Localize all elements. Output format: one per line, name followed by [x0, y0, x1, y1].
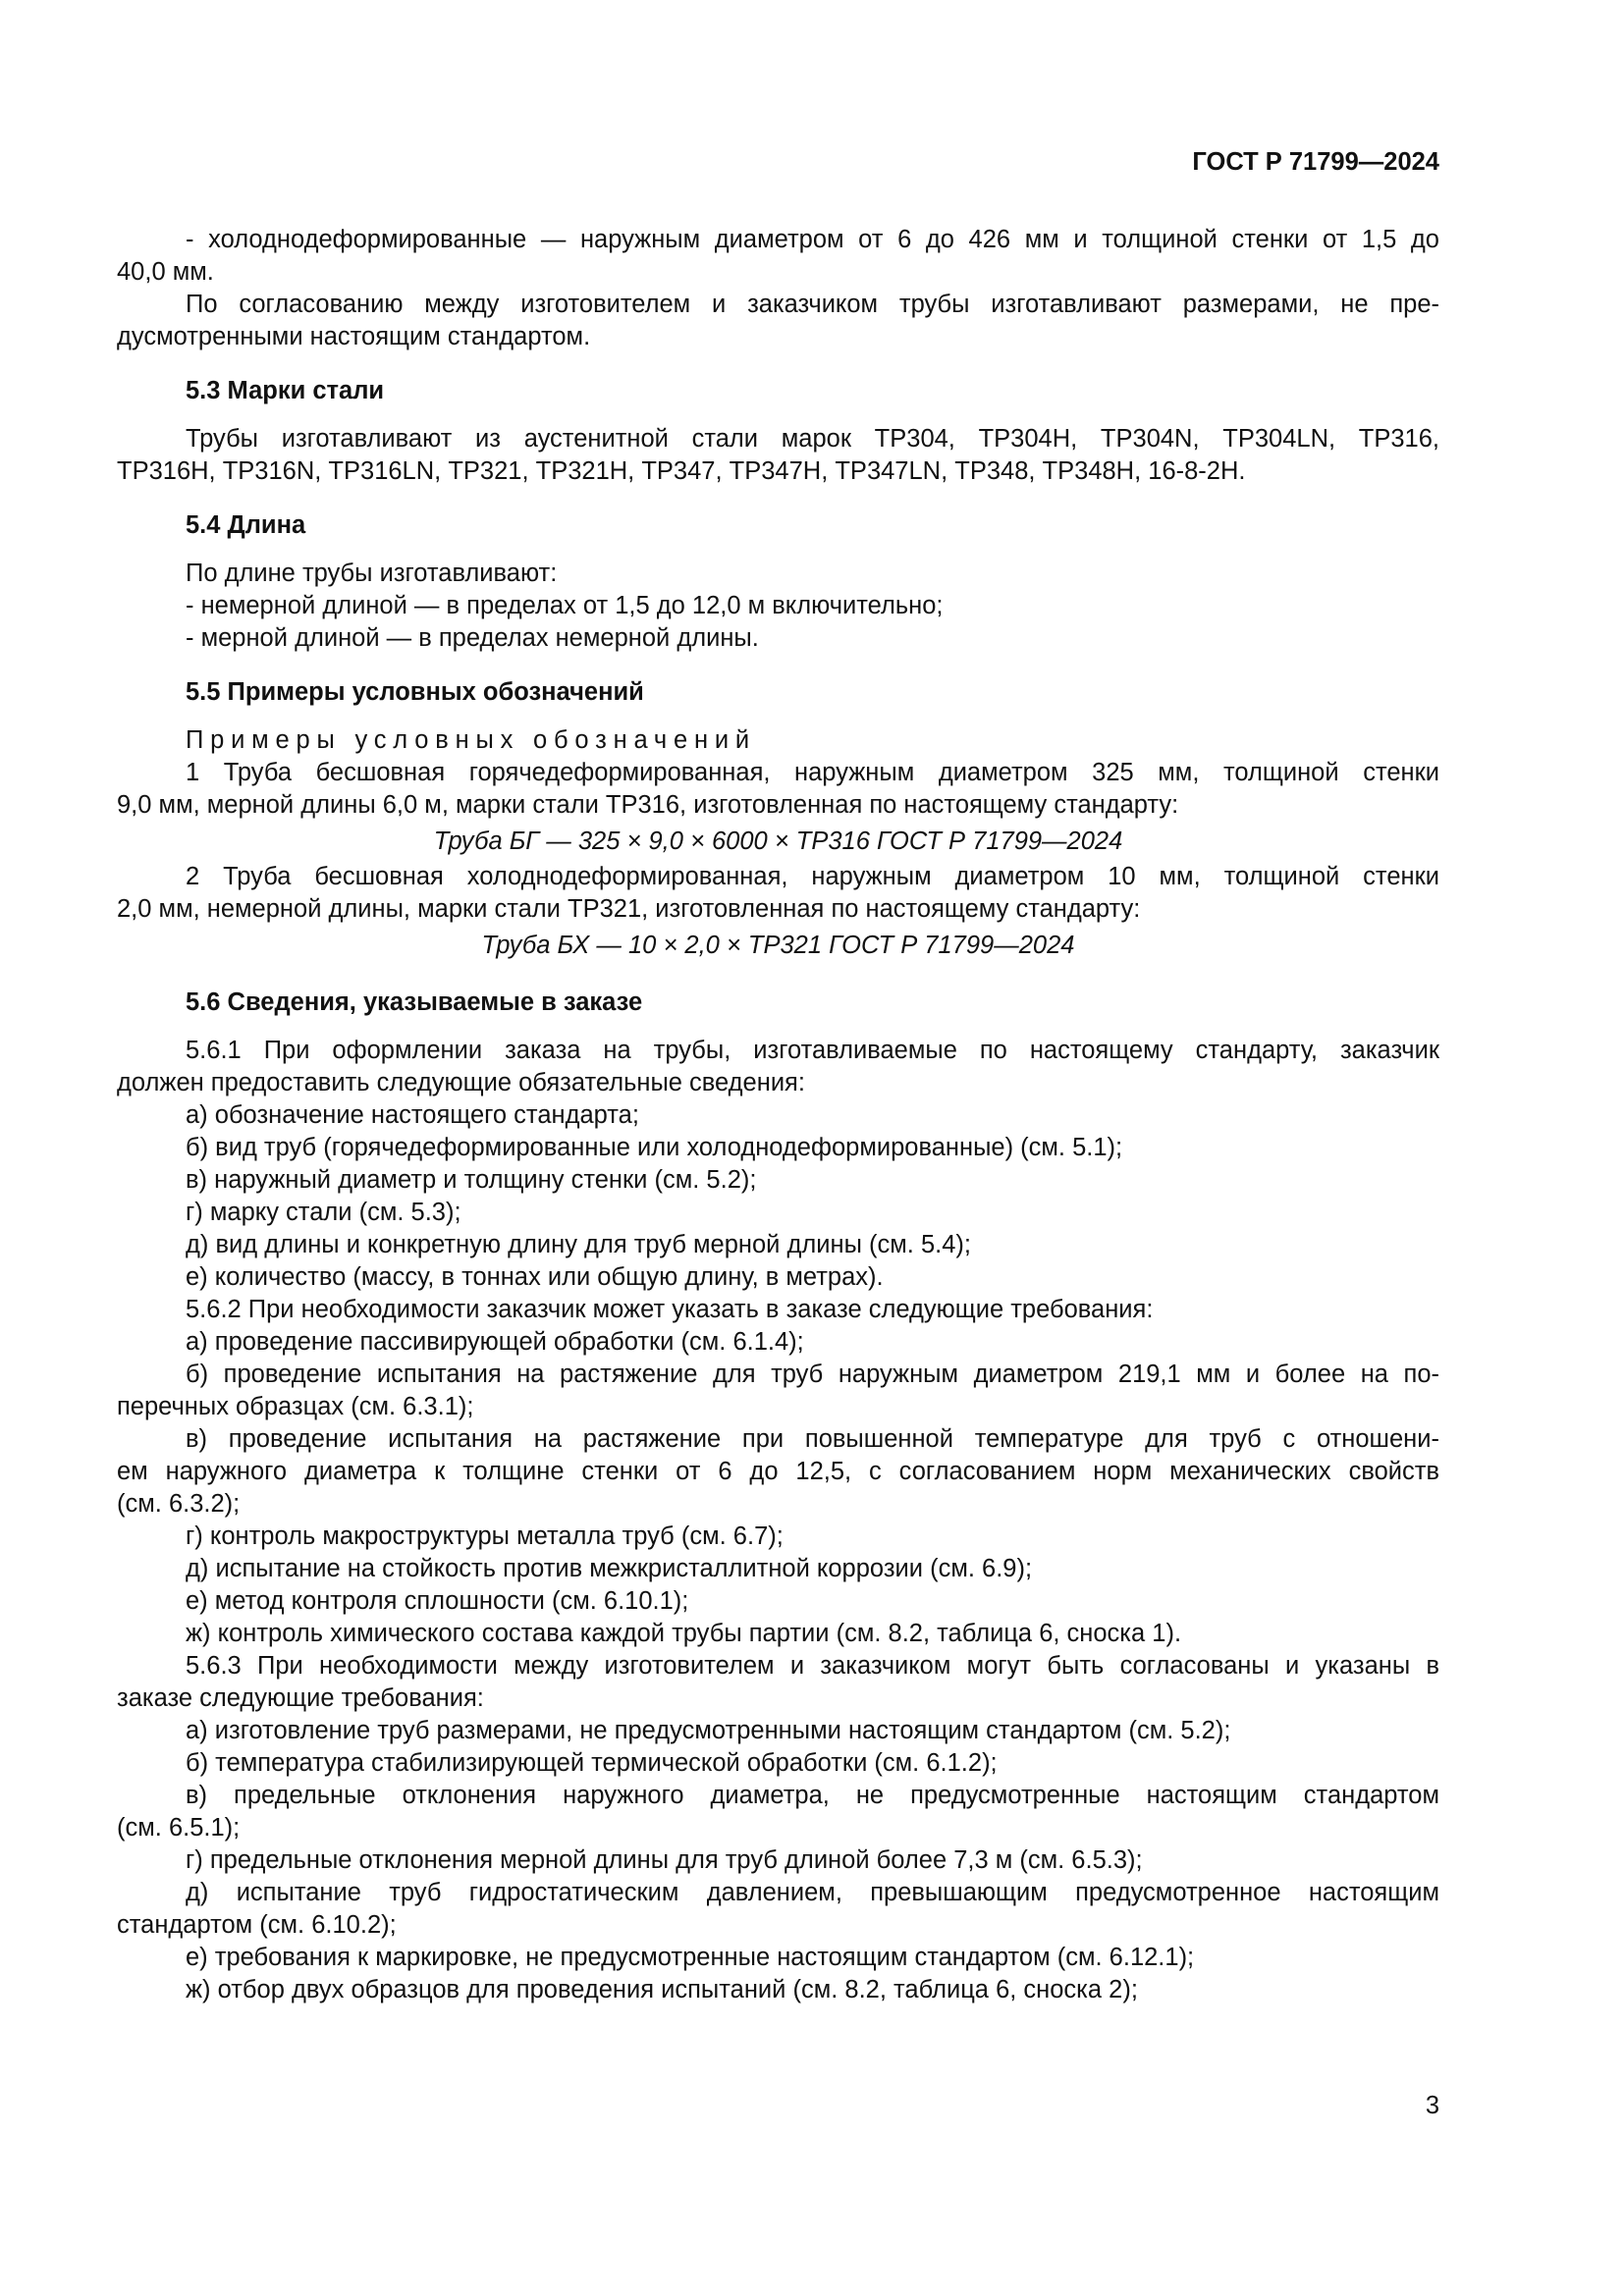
list-item: ж) отбор двух образцов для проведения испытаний (см. 8.2, таблица 6, сноска 2); [186, 1976, 1138, 2003]
document-page [117, 0, 1439, 2296]
text-line: - холоднодеформированные — наружным диаметром от 6 до 426 мм и толщиной стенки от 1,5 до [186, 226, 1439, 253]
text-line: По длине трубы изготавливают: [186, 560, 558, 587]
text-line: должен предоставить следующие обязательные сведения: [117, 1069, 805, 1096]
list-item: - немерной длиной — в пределах от 1,5 до 12,0 м включительно; [186, 592, 944, 619]
list-item: б) температура стабилизирующей термической обработки (см. 6.1.2); [186, 1749, 998, 1777]
list-item: а) проведение пассивирующей обработки (см. 6.1.4); [186, 1328, 804, 1356]
text-line: 2 Труба бесшовная холоднодеформированная, наружным диаметром 10 мм, толщиной стенки [186, 863, 1439, 890]
text-line: (см. 6.5.1); [117, 1814, 241, 1842]
list-item: в) проведение испытания на растяжение при повышенной температуре для труб с отношени- [186, 1425, 1439, 1453]
designation-formula: Труба БГ — 325 × 9,0 × 6000 × ТР316 ГОСТ Р 71799—2024 [433, 828, 1123, 855]
text-line: 40,0 мм. [117, 258, 214, 286]
text-line: 2,0 мм, немерной длины, марки стали ТР321, изготовленная по настоящему стандарту: [117, 895, 1141, 923]
list-item: б) вид труб (горячедеформированные или холоднодеформированные) (см. 5.1); [186, 1134, 1123, 1161]
list-item: в) наружный диаметр и толщину стенки (см. 5.2); [186, 1166, 757, 1194]
list-item: а) обозначение настоящего стандарта; [186, 1101, 639, 1129]
text-line: перечных образцах (см. 6.3.1); [117, 1393, 474, 1420]
list-item: г) предельные отклонения мерной длины для труб длиной более 7,3 м (см. 6.5.3); [186, 1846, 1143, 1874]
text-line: дусмотренными настоящим стандартом. [117, 323, 591, 350]
list-item: г) контроль макроструктуры металла труб (см. 6.7); [186, 1522, 784, 1550]
list-item: д) испытание труб гидростатическим давлением, превышающим предусмотренное настоящим [186, 1879, 1439, 1906]
list-item: ж) контроль химического состава каждой трубы партии (см. 8.2, таблица 6, сноска 1). [186, 1620, 1182, 1647]
text-line: (см. 6.3.2); [117, 1490, 241, 1518]
page-body [117, 224, 1439, 2006]
text-line: ТР316Н, ТР316N, ТР316LN, ТР321, ТР321Н, ТР347, ТР347Н, ТР347LN, ТР348, ТР348Н, 16-8-2Н. [117, 457, 1246, 485]
list-item: е) метод контроля сплошности (см. 6.10.1); [186, 1587, 689, 1615]
list-item: д) вид длины и конкретную длину для труб мерной длины (см. 5.4); [186, 1231, 971, 1258]
text-line: Трубы изготавливают из аустенитной стали марок ТР304, ТР304Н, ТР304N, ТР304LN, ТР316, [186, 425, 1439, 453]
text-line: По согласованию между изготовителем и заказчиком трубы изготавливают размерами, не пре- [186, 291, 1439, 318]
text-line: стандартом (см. 6.10.2); [117, 1911, 397, 1939]
text-line: заказе следующие требования: [117, 1684, 484, 1712]
section-heading-5-5: 5.5 Примеры условных обозначений [186, 678, 644, 706]
text-line: ем наружного диаметра к толщине стенки от 6 до 12,5, с согласованием норм механических свойств [117, 1458, 1439, 1485]
text-line: 1 Труба бесшовная горячедеформированная, наружным диаметром 325 мм, толщиной стенки [186, 759, 1439, 786]
page-number: 3 [1425, 2092, 1439, 2119]
text-line: 5.6.3 При необходимости между изготовителем и заказчиком могут быть согласованы и указаны в [186, 1652, 1439, 1680]
designation-formula: Труба БХ — 10 × 2,0 × ТР321 ГОСТ Р 71799—2024 [481, 932, 1075, 959]
examples-label: Примеры условных обозначений [186, 726, 756, 754]
list-item: - мерной длиной — в пределах немерной длины. [186, 624, 759, 652]
section-heading-5-6: 5.6 Сведения, указываемые в заказе [186, 988, 643, 1016]
list-item: г) марку стали (см. 5.3); [186, 1199, 461, 1226]
text-line: 9,0 мм, мерной длины 6,0 м, марки стали ТР316, изготовленная по настоящему стандарту: [117, 791, 1179, 819]
list-item: б) проведение испытания на растяжение для труб наружным диаметром 219,1 мм и более на по- [186, 1361, 1439, 1388]
list-item: д) испытание на стойкость против межкристаллитной коррозии (см. 6.9); [186, 1555, 1033, 1582]
section-heading-5-3: 5.3 Марки стали [186, 377, 385, 404]
list-item: е) количество (массу, в тоннах или общую длину, в метрах). [186, 1263, 884, 1291]
section-heading-5-4: 5.4 Длина [186, 511, 306, 539]
list-item: е) требования к маркировке, не предусмотренные настоящим стандартом (см. 6.12.1); [186, 1944, 1195, 1971]
document-code-header: ГОСТ Р 71799—2024 [1192, 148, 1439, 176]
text-line: 5.6.1 При оформлении заказа на трубы, изготавливаемые по настоящему стандарту, заказчик [186, 1037, 1439, 1064]
text-line: 5.6.2 При необходимости заказчик может указать в заказе следующие требования: [186, 1296, 1154, 1323]
list-item: в) предельные отклонения наружного диаметра, не предусмотренные настоящим стандартом [186, 1782, 1439, 1809]
list-item: а) изготовление труб размерами, не предусмотренными настоящим стандартом (см. 5.2); [186, 1717, 1231, 1744]
